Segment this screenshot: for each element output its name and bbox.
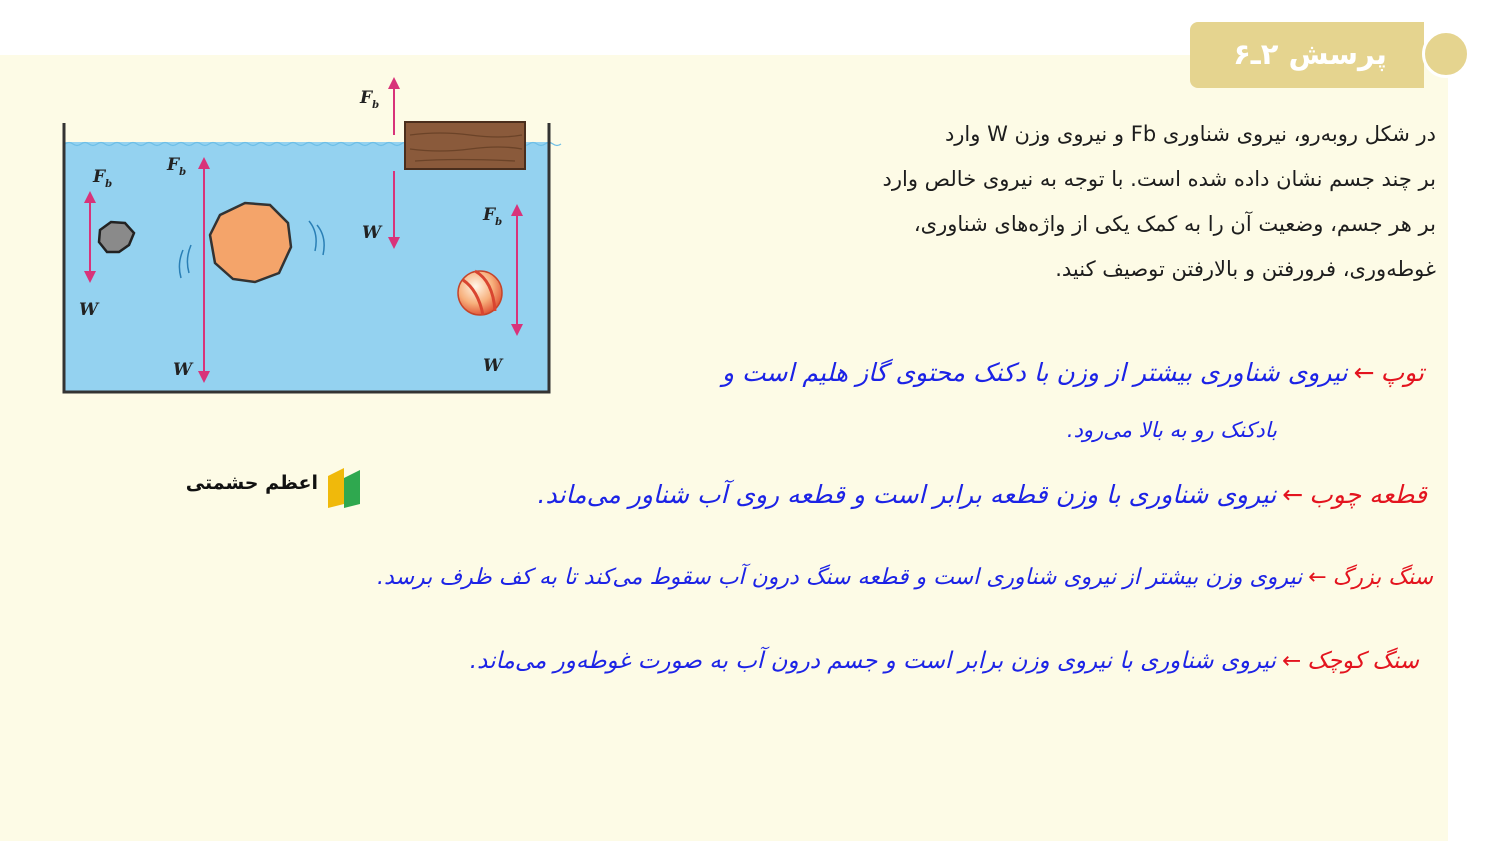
bigrock-fb-label: $F_b$ xyxy=(167,155,187,178)
answer-big-rock xyxy=(377,565,1433,590)
watermark-logo xyxy=(180,462,370,512)
logo-mark-icon xyxy=(324,464,364,510)
bigrock-w-label: W xyxy=(173,360,193,380)
question-line: بر هر جسم، وضعیت آن را به کمک یکی از واژه‌های شناوری، xyxy=(913,212,1436,236)
question-line: بر چند جسم نشان داده شده است. با توجه به نیروی خالص وارد xyxy=(882,167,1436,191)
answer-explanation: نیروی شناوری با وزن قطعه برابر است و قطعه روی آب شناور می‌ماند. xyxy=(537,480,1277,509)
answer-ball xyxy=(722,358,1424,387)
question-line: غوطه‌وری، فرورفتن و بالارفتن توصیف کنید. xyxy=(1055,257,1436,281)
smallrock-fb-label: $F_b$ xyxy=(93,167,113,190)
buoyancy-diagram xyxy=(55,75,565,400)
watermark-name: اعظم حشمتی xyxy=(185,472,318,494)
answer-arrow: ← xyxy=(1353,358,1375,387)
answer-explanation: نیروی شناوری با نیروی وزن برابر است و جسم درون آب به صورت غوطه‌ور می‌ماند. xyxy=(469,648,1276,674)
answer-ball-continuation: بادکنک رو به بالا می‌رود. xyxy=(1066,418,1277,442)
answer-small-rock xyxy=(470,648,1419,674)
answer-explanation: نیروی شناوری بیشتر از وزن با دکنک محتوی گاز هلیم است و xyxy=(721,358,1348,387)
wood-w-label: W xyxy=(362,223,382,243)
answer-wood xyxy=(538,480,1427,509)
question-line: در شکل روبه‌رو، نیروی شناوری Fb و نیروی وزن W وارد xyxy=(944,122,1436,146)
answer-object: قطعه چوب xyxy=(1309,480,1427,509)
wood-block xyxy=(405,122,525,169)
question-tab-circle xyxy=(1422,30,1470,78)
big-rock xyxy=(210,203,291,282)
water xyxy=(65,142,548,392)
answer-object: توپ xyxy=(1380,358,1424,387)
answer-arrow: ← xyxy=(1282,480,1304,509)
answer-object: سنگ کوچک xyxy=(1307,648,1419,674)
answer-object: سنگ بزرگ xyxy=(1332,565,1433,590)
answer-explanation: نیروی وزن بیشتر از نیروی شناوری است و قطعه سنگ درون آب سقوط می‌کند تا به کف ظرف برسد. xyxy=(377,565,1303,590)
smallrock-w-label: W xyxy=(79,300,99,320)
question-label: پرسش ۲ـ۶ xyxy=(1233,37,1387,71)
ball-fb-label: $F_b$ xyxy=(483,205,503,228)
question-text xyxy=(780,112,1436,292)
ball-w-label: W xyxy=(483,356,503,376)
answer-arrow: ← xyxy=(1308,565,1327,590)
wood-fb-label: $F_b$ xyxy=(360,88,380,111)
answer-arrow: ← xyxy=(1281,648,1302,674)
